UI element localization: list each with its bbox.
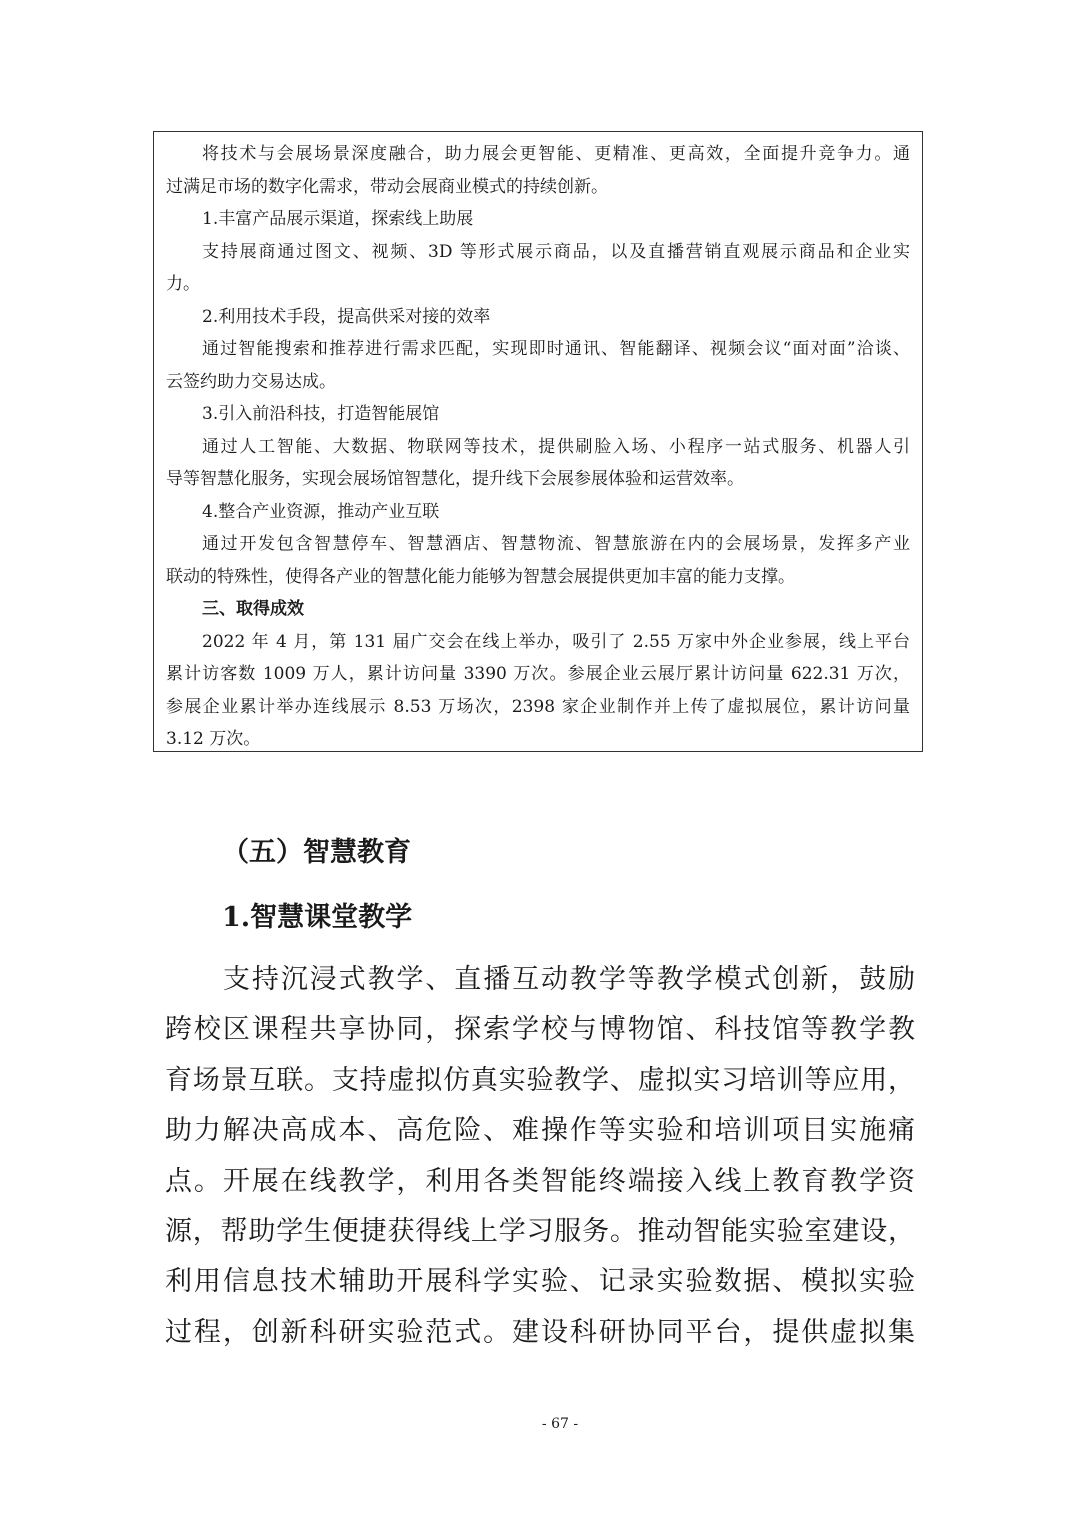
body-paragraph (165, 955, 915, 1358)
page-number: - 67 - (541, 1416, 579, 1432)
body-line: 助力解决高成本、高危险、难操作等实验和培训项目实施痛 (165, 1115, 915, 1147)
box-line: 支持展商通过图文、视频、3D 等形式展示商品，以及直播营销直观展示商品和企业实 (202, 241, 910, 262)
box-section-heading: 三、取得成效 (202, 599, 304, 619)
body-line: 支持沉浸式教学、直播互动教学等教学模式创新，鼓励 (223, 964, 915, 995)
box-subheading: 2.利用技术手段，提高供采对接的效率 (202, 306, 491, 327)
body-line: 点。开展在线教学，利用各类智能终端接入线上教育教学资 (165, 1165, 915, 1197)
box-line: 将技术与会展场景深度融合，助力展会更智能、更精准、更高效，全面提升竞争力。通 (202, 144, 910, 164)
box-line: 导等智慧化服务，实现会展场馆智慧化，提升线下会展参展体验和运营效率。 (166, 469, 744, 489)
box-line: 2022 年 4 月，第 131 届广交会在线上举办，吸引了 2.55 万家中外企业参展，线上平台 (202, 631, 910, 652)
case-study-box (153, 131, 923, 752)
body-line: 利用信息技术辅助开展科学实验、记录实验数据、模拟实验 (165, 1266, 915, 1298)
box-subheading: 4.整合产业资源，推动产业互联 (202, 501, 440, 522)
body-line: 过程，创新科研实验范式。建设科研协同平台，提供虚拟集 (165, 1316, 915, 1348)
box-line: 联动的特殊性，使得各产业的智慧化能力能够为智慧会展提供更加丰富的能力支撑。 (166, 566, 795, 587)
box-line: 力。 (166, 274, 200, 294)
box-line: 通过智能搜索和推荐进行需求匹配，实现即时通讯、智能翻译、视频会议“面对面”洽谈、 (202, 339, 910, 359)
box-line: 过满足市场的数字化需求，带动会展商业模式的持续创新。 (166, 176, 608, 197)
section-heading: （五）智慧教育 (222, 837, 411, 868)
box-line: 云签约助力交易达成。 (166, 371, 336, 392)
box-line: 累计访客数 1009 万人，累计访问量 3390 万次。参展企业云展厅累计访问量 622.31 万次， (166, 664, 910, 684)
body-line: 育场景互联。支持虚拟仿真实验教学、虚拟实习培训等应用， (165, 1064, 915, 1096)
box-subheading: 1.丰富产品展示渠道，探索线上助展 (202, 209, 474, 229)
subsection-heading: 1.智慧课堂教学 (222, 902, 413, 933)
body-line: 跨校区课程共享协同，探索学校与博物馆、科技馆等教学教 (165, 1014, 915, 1046)
body-line: 源，帮助学生便捷获得线上学习服务。推动智能实验室建设， (165, 1215, 915, 1247)
box-line: 通过开发包含智慧停车、智慧酒店、智慧物流、智慧旅游在内的会展场景，发挥多产业 (202, 534, 910, 554)
box-line: 3.12 万次。 (166, 729, 261, 749)
box-subheading: 3.引入前沿科技，打造智能展馆 (202, 404, 440, 424)
box-line: 参展企业累计举办连线展示 8.53 万场次，2398 家企业制作并上传了虚拟展位，累计访问量 (166, 696, 910, 717)
box-line: 通过人工智能、大数据、物联网等技术，提供刷脸入场、小程序一站式服务、机器人引 (202, 436, 910, 457)
